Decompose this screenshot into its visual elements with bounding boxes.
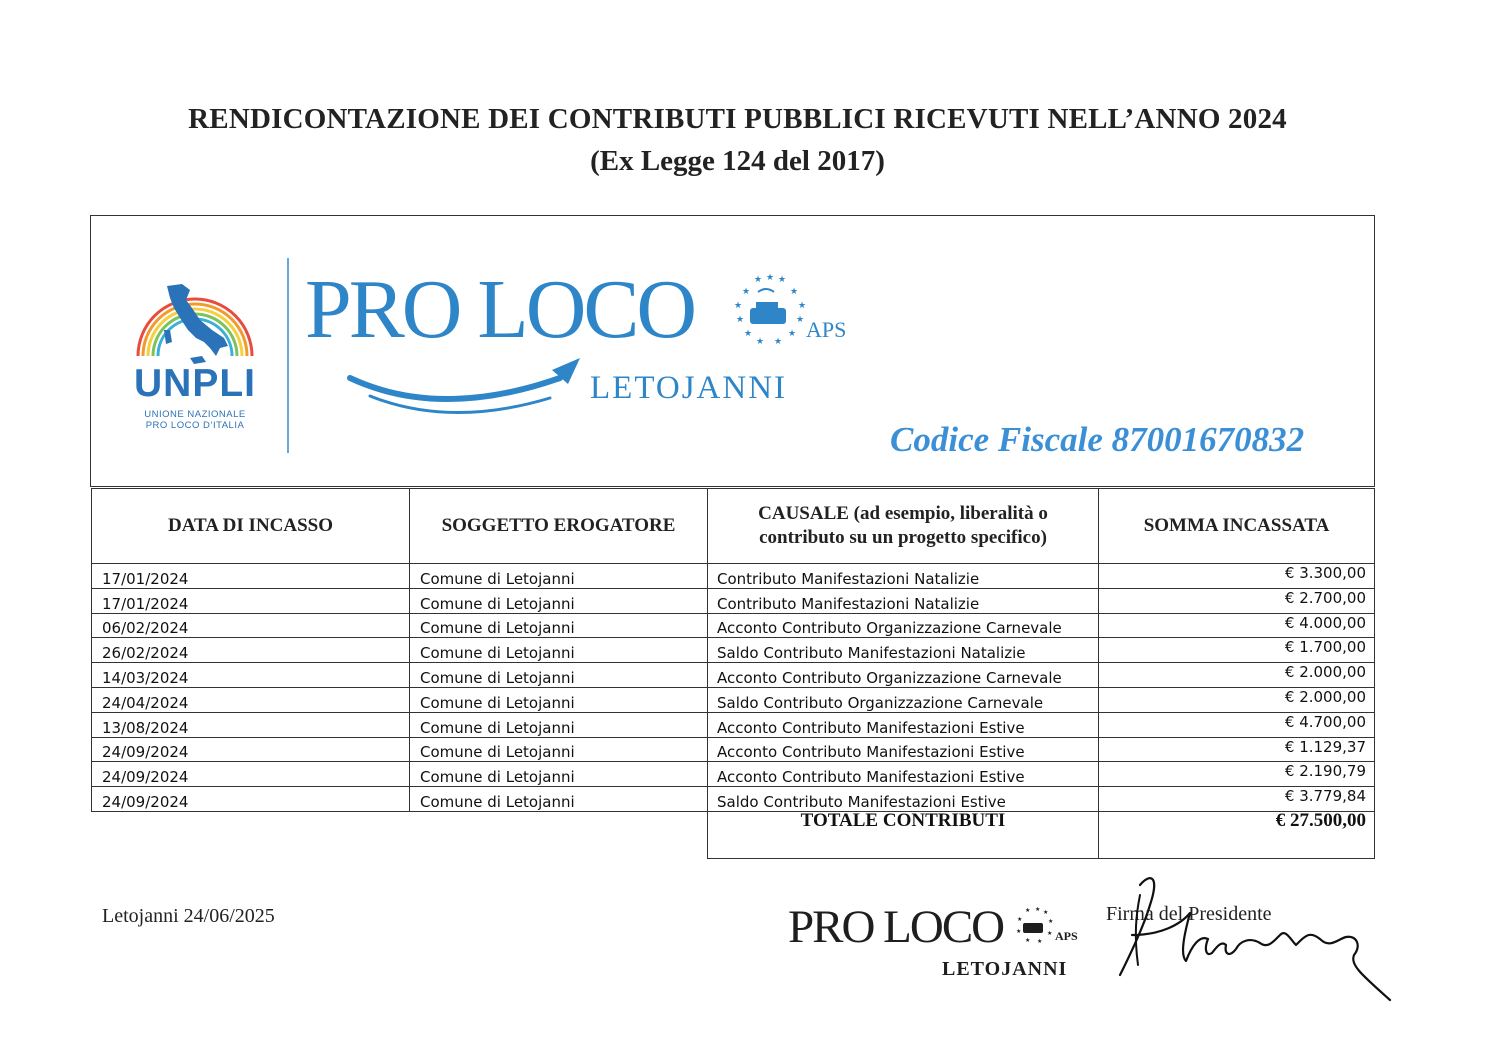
svg-text:★: ★ [1037, 938, 1043, 945]
document-title: RENDICONTAZIONE DEI CONTRIBUTI PUBBLICI RICEVUTI NELL’ANNO 2024 [188, 103, 1287, 135]
table-header-row [92, 489, 1375, 564]
svg-text:★: ★ [790, 287, 799, 297]
column-header-amount: SOMMA INCASSATA [1099, 489, 1375, 564]
unpli-sub-line2: PRO LOCO D’ITALIA [145, 420, 245, 431]
cell-amount: € 2.700,00 [1099, 588, 1375, 613]
cell-subject: Comune di Letojanni [410, 712, 708, 737]
swoosh-arrow-icon [330, 340, 590, 420]
table-body [92, 564, 1375, 812]
cell-causale: Acconto Contributo Organizzazione Carnevale [708, 613, 1099, 638]
svg-text:★: ★ [778, 275, 787, 285]
total-empty-cell [410, 811, 708, 858]
column-header-date: DATA DI INCASSO [92, 489, 410, 564]
cell-amount: € 3.779,84 [1099, 787, 1375, 812]
cell-amount: € 2.000,00 [1099, 687, 1375, 712]
signature-label: Firma del Presidente [1106, 903, 1272, 925]
table-row [92, 663, 1375, 688]
cell-amount: € 4.000,00 [1099, 613, 1375, 638]
cell-amount: € 1.129,37 [1099, 737, 1375, 762]
svg-text:★: ★ [798, 301, 807, 311]
table-row [92, 687, 1375, 712]
stamp-emblem-icon [1013, 905, 1055, 945]
cell-subject: Comune di Letojanni [410, 588, 708, 613]
cell-date: 24/09/2024 [92, 787, 410, 812]
cell-amount: € 3.300,00 [1099, 564, 1375, 589]
codice-fiscale: Codice Fiscale 87001670832 [890, 420, 1305, 459]
cell-causale: Saldo Contributo Manifestazioni Estive [708, 787, 1099, 812]
table-row [92, 712, 1375, 737]
stamp-place-label: LETOJANNI [942, 958, 1068, 980]
svg-text:★: ★ [1016, 928, 1022, 935]
proloco-place-label: LETOJANNI [590, 370, 788, 406]
handwritten-signature-icon [1100, 865, 1400, 1015]
table-row [92, 762, 1375, 787]
table-row [92, 787, 1375, 812]
svg-text:★: ★ [1035, 906, 1041, 913]
cell-date: 06/02/2024 [92, 613, 410, 638]
logo-divider [287, 258, 289, 453]
cell-date: 14/03/2024 [92, 663, 410, 688]
svg-text:★: ★ [774, 337, 783, 347]
cell-date: 17/01/2024 [92, 588, 410, 613]
place-date: Letojanni 24/06/2025 [102, 905, 275, 927]
cell-subject: Comune di Letojanni [410, 787, 708, 812]
cell-amount: € 1.700,00 [1099, 638, 1375, 663]
total-label: TOTALE CONTRIBUTI [708, 811, 1099, 858]
cell-causale: Saldo Contributo Organizzazione Carnevale [708, 687, 1099, 712]
table-row [92, 613, 1375, 638]
column-header-causale [708, 489, 1099, 564]
cell-subject: Comune di Letojanni [410, 687, 708, 712]
cell-subject: Comune di Letojanni [410, 663, 708, 688]
cell-causale: Acconto Contributo Organizzazione Carnevale [708, 663, 1099, 688]
svg-text:★: ★ [1047, 930, 1053, 937]
stamp-logo-text: PRO LOCO [788, 901, 1004, 953]
total-empty-cell [92, 811, 410, 858]
cell-date: 17/01/2024 [92, 564, 410, 589]
svg-text:★: ★ [744, 329, 753, 339]
svg-text:★: ★ [788, 329, 797, 339]
cell-date: 13/08/2024 [92, 712, 410, 737]
table-row [92, 564, 1375, 589]
document-subtitle: (Ex Legge 124 del 2017) [590, 145, 885, 177]
svg-text:★: ★ [1048, 918, 1054, 925]
table-row [92, 737, 1375, 762]
cell-amount: € 2.000,00 [1099, 663, 1375, 688]
cell-subject: Comune di Letojanni [410, 613, 708, 638]
stars-emblem-icon [728, 272, 808, 350]
svg-text:★: ★ [736, 315, 745, 325]
cell-subject: Comune di Letojanni [410, 762, 708, 787]
svg-text:★: ★ [1043, 909, 1049, 916]
unpli-sub-line1: UNIONE NAZIONALE [144, 409, 246, 420]
contributions-table [91, 488, 1375, 859]
table-row [92, 638, 1375, 663]
cell-causale: Saldo Contributo Manifestazioni Natalizie [708, 638, 1099, 663]
svg-text:★: ★ [742, 287, 751, 297]
cell-subject: Comune di Letojanni [410, 564, 708, 589]
stamp-aps-label: APS [1055, 929, 1078, 943]
svg-text:★: ★ [1025, 937, 1031, 944]
proloco-logo-text: PRO LOCO [305, 263, 695, 356]
cell-subject: Comune di Letojanni [410, 638, 708, 663]
total-row [92, 811, 1375, 858]
svg-text:★: ★ [754, 275, 763, 285]
cell-date: 26/02/2024 [92, 638, 410, 663]
cell-date: 24/04/2024 [92, 687, 410, 712]
column-header-causale-text: CAUSALE (ad esempio, liberalità o contributo su un progetto specifico) [758, 503, 1048, 548]
cell-amount: € 2.190,79 [1099, 762, 1375, 787]
unpli-name: UNPLI [134, 362, 256, 405]
unpli-subtitle [120, 409, 270, 431]
total-value: € 27.500,00 [1099, 811, 1375, 858]
cell-causale: Acconto Contributo Manifestazioni Estive [708, 712, 1099, 737]
svg-text:★: ★ [1017, 916, 1023, 923]
svg-text:★: ★ [1025, 907, 1031, 914]
cell-causale: Acconto Contributo Manifestazioni Estive [708, 762, 1099, 787]
cell-causale: Contributo Manifestazioni Natalizie [708, 588, 1099, 613]
svg-text:★: ★ [796, 315, 805, 325]
cell-causale: Contributo Manifestazioni Natalizie [708, 564, 1099, 589]
proloco-aps-label: APS [806, 317, 847, 342]
cell-subject: Comune di Letojanni [410, 737, 708, 762]
table-row [92, 588, 1375, 613]
cell-causale: Acconto Contributo Manifestazioni Estive [708, 737, 1099, 762]
cell-date: 24/09/2024 [92, 762, 410, 787]
svg-text:★: ★ [734, 301, 743, 311]
svg-text:★: ★ [766, 273, 775, 283]
cell-amount: € 4.700,00 [1099, 712, 1375, 737]
svg-text:★: ★ [756, 337, 765, 347]
cell-date: 24/09/2024 [92, 737, 410, 762]
column-header-subject: SOGGETTO EROGATORE [410, 489, 708, 564]
